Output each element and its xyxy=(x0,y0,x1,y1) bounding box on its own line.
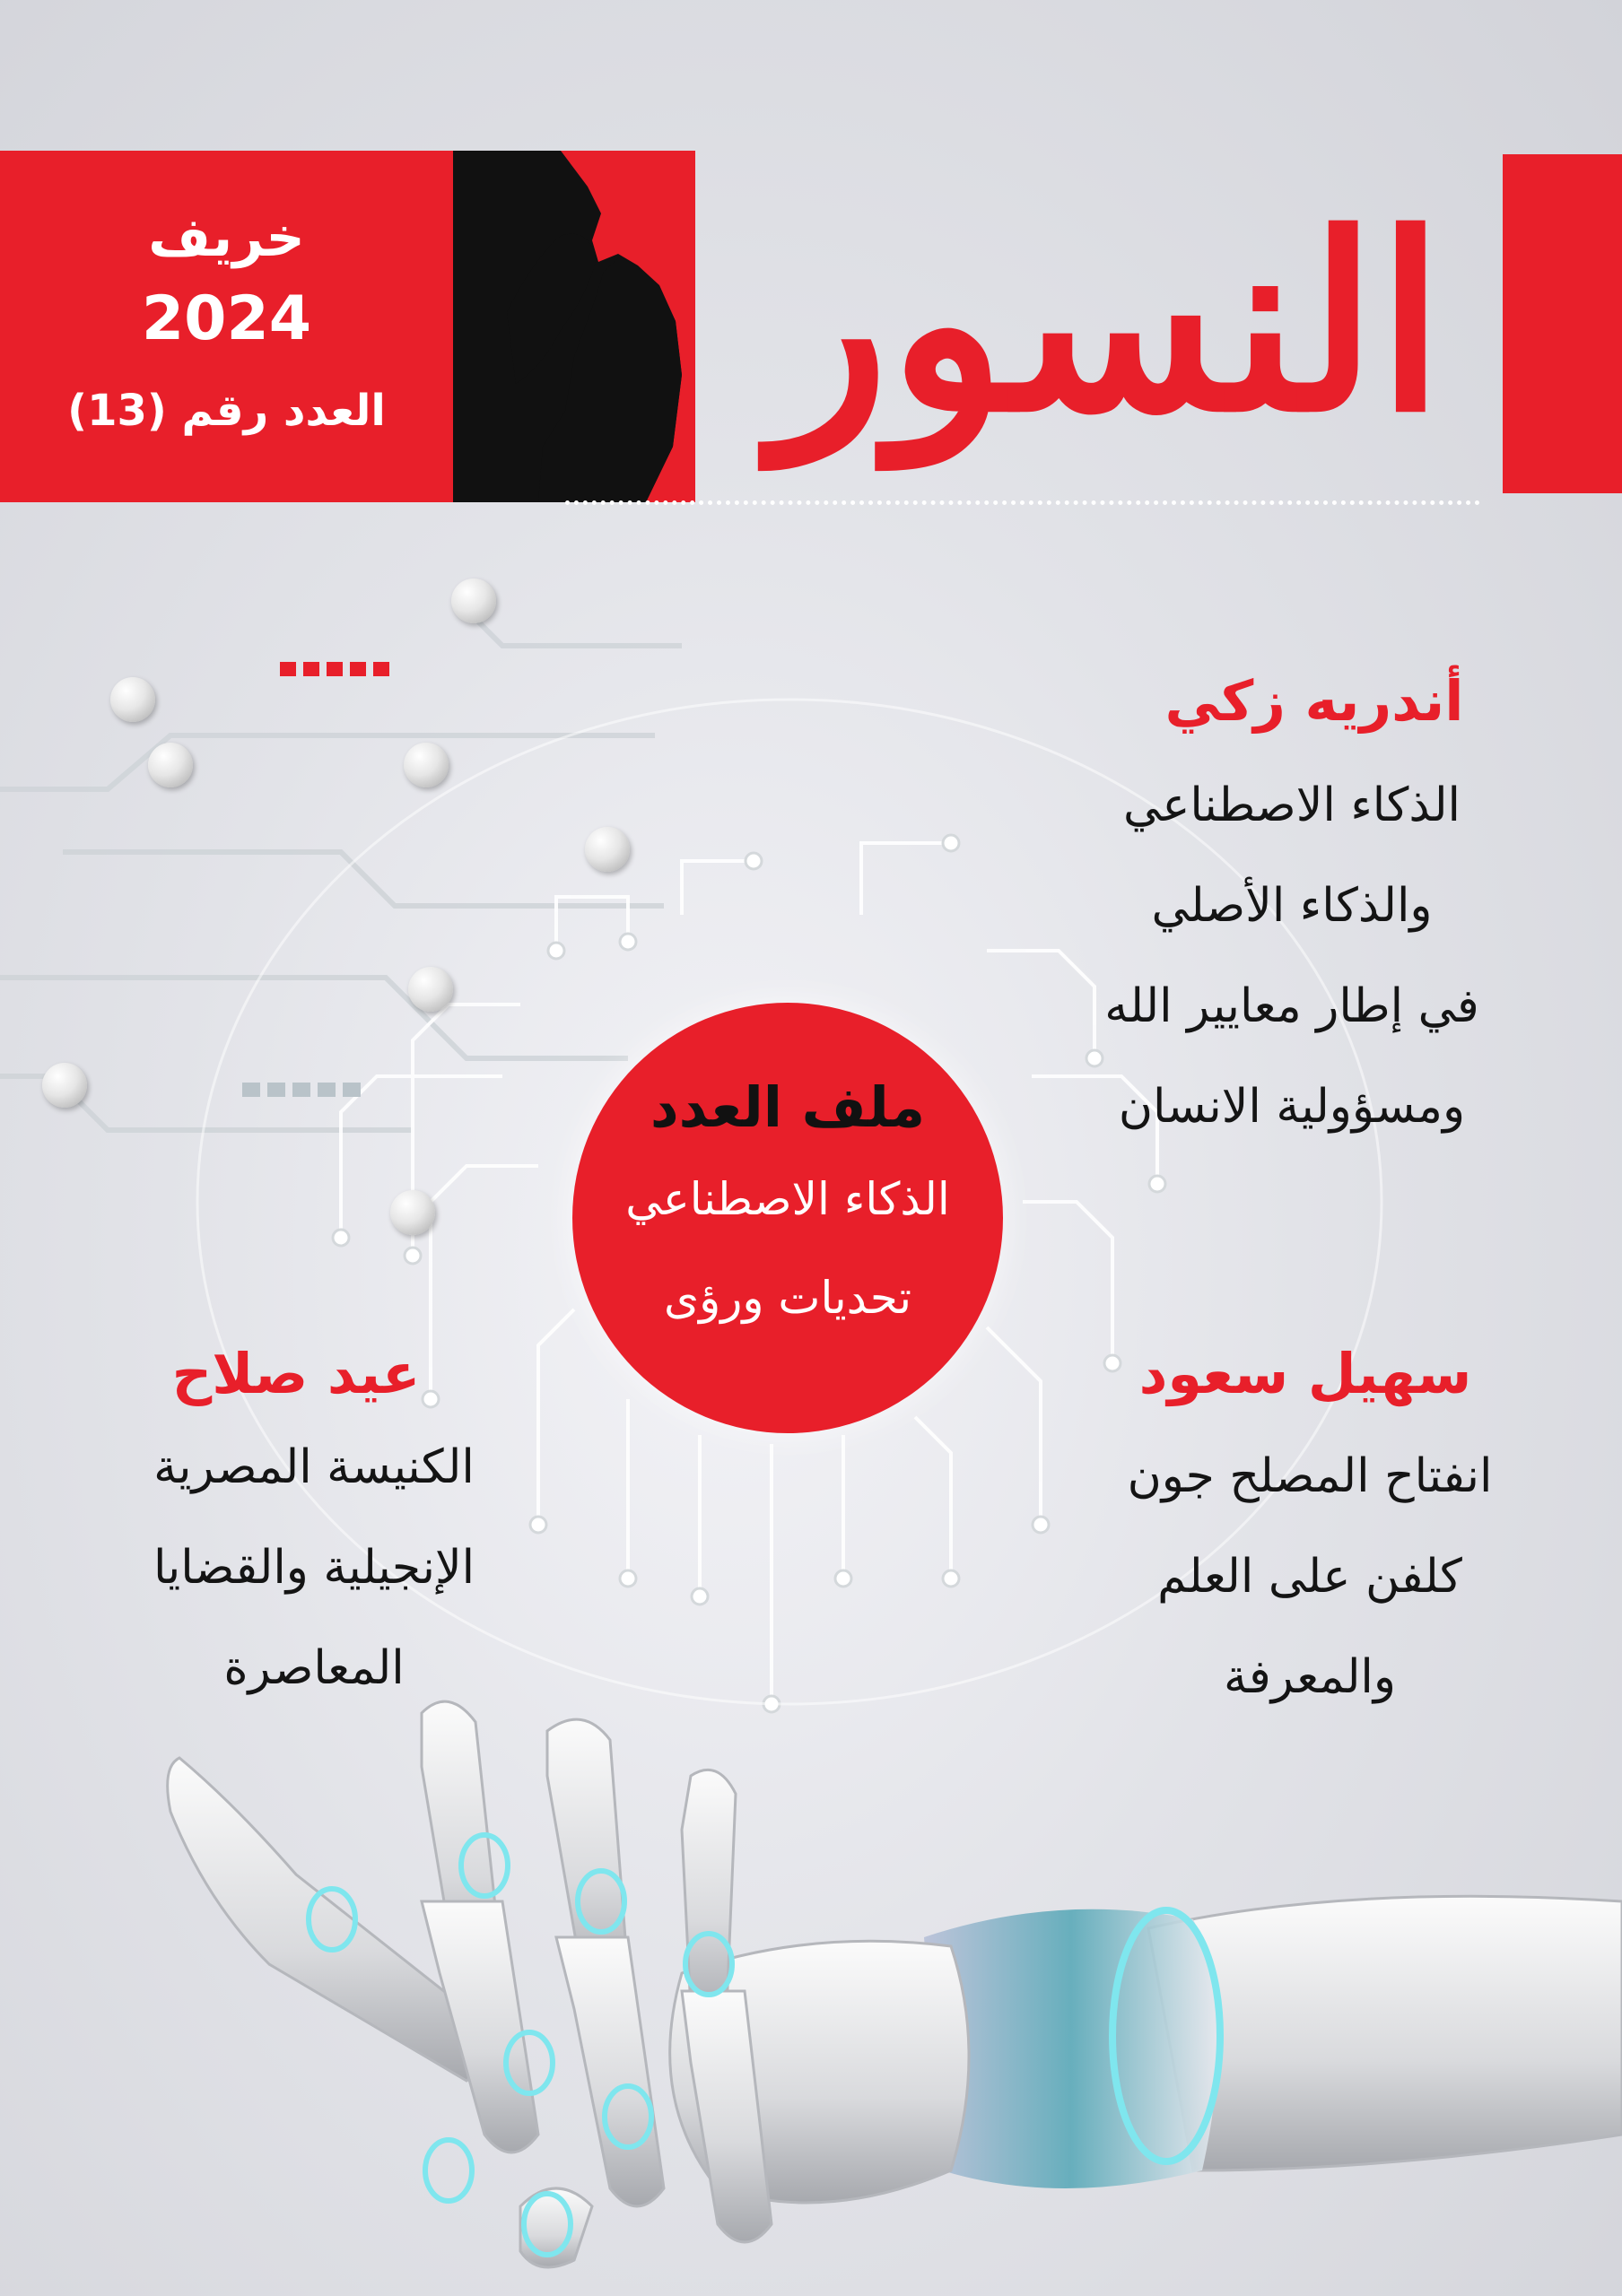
red-dash-decoration xyxy=(280,662,389,676)
article-line: والمعرفة xyxy=(1224,1650,1396,1704)
article-author: سهيل سعود xyxy=(1138,1341,1472,1406)
article-author: عيد صلاح xyxy=(171,1341,421,1406)
praying-figure-icon xyxy=(453,151,695,502)
article-line: والذكاء الأصلي xyxy=(1151,879,1433,933)
feature-badge xyxy=(572,1003,1003,1433)
masthead-divider xyxy=(565,500,1480,505)
circuit-node xyxy=(42,1063,87,1108)
article-line: انفتاح المصلح جون xyxy=(1127,1449,1493,1503)
article-line: في إطار معايير الله xyxy=(1104,979,1479,1033)
circuit-node xyxy=(408,967,453,1012)
issue-season: خريف xyxy=(148,206,305,269)
magazine-title: النسور xyxy=(772,180,1444,465)
feature-subtitle: تحديات ورؤى xyxy=(663,1272,912,1324)
robot-hand-icon xyxy=(0,1632,1622,2296)
feature-title: ملف العدد xyxy=(650,1074,926,1140)
article-line: ومسؤولية الانسان xyxy=(1118,1080,1466,1134)
masthead-accent-bar xyxy=(1503,154,1622,493)
cover-art-panel xyxy=(453,151,695,502)
issue-info-box xyxy=(0,151,453,502)
circuit-node xyxy=(585,827,630,872)
circuit-node xyxy=(148,743,193,787)
feature-subtitle: الذكاء الاصطناعي xyxy=(625,1173,950,1225)
circuit-node xyxy=(451,578,496,623)
article-title xyxy=(1041,755,1543,1157)
grey-dash-decoration xyxy=(242,1083,361,1097)
article-line: كلفن على العلم xyxy=(1157,1550,1462,1604)
circuit-node xyxy=(390,1190,435,1235)
circuit-node xyxy=(110,677,155,722)
article-line: المعاصرة xyxy=(223,1641,405,1695)
article-line: الإنجيلية والقضايا xyxy=(153,1541,475,1595)
article-line: الذكاء الاصطناعي xyxy=(1123,778,1461,832)
issue-number: العدد رقم (13) xyxy=(67,386,386,436)
article-author: أندريه زكي xyxy=(1164,668,1464,734)
issue-year: 2024 xyxy=(141,283,312,354)
circuit-node xyxy=(404,743,449,787)
article-line: الكنيسة المصرية xyxy=(153,1440,475,1494)
